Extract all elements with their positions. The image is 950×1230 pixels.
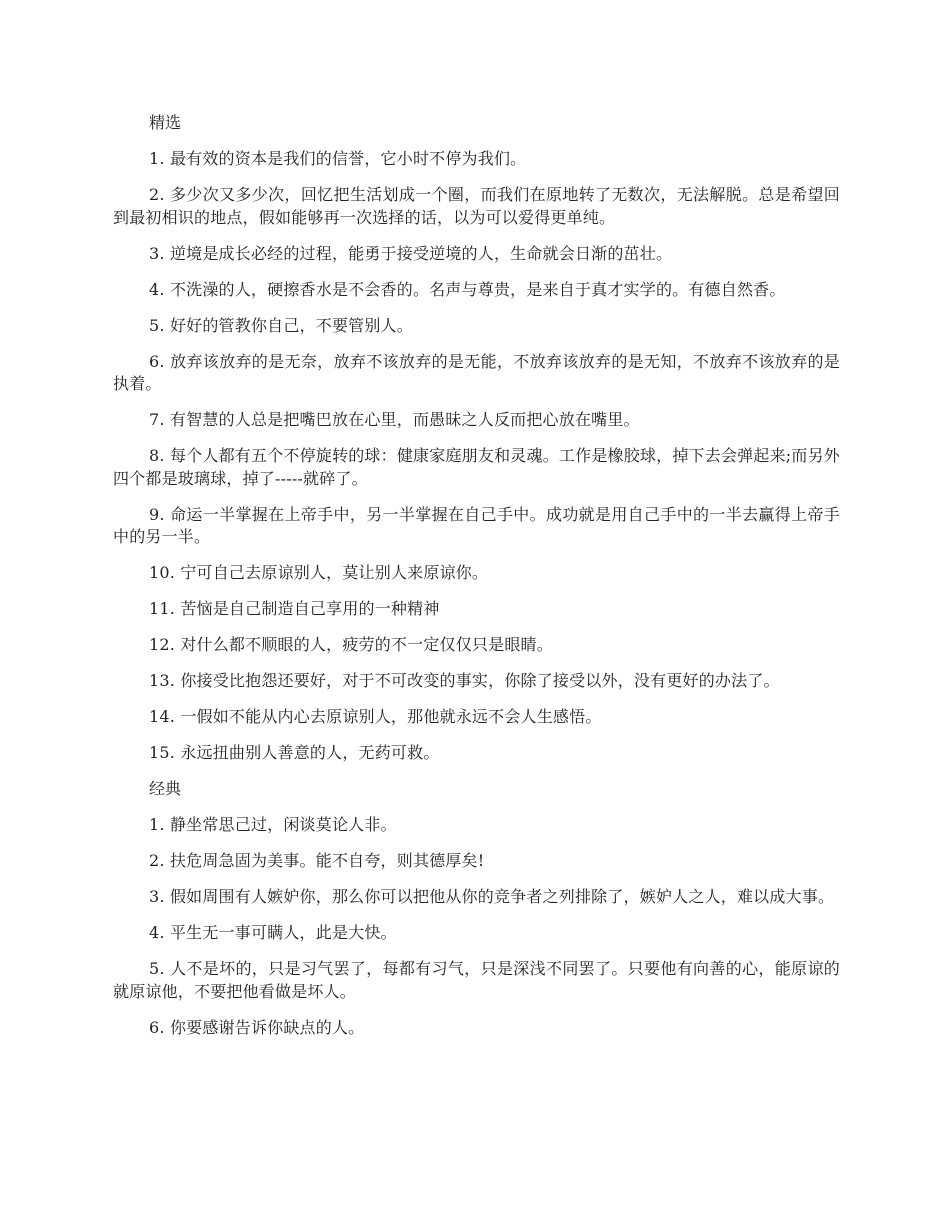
section-heading-jingdian: 经典	[149, 779, 182, 798]
quote-item: 6. 你要感谢告诉你缺点的人。	[149, 1017, 365, 1037]
quote-item: 1. 最有效的资本是我们的信誉，它小时不停为我们。	[149, 149, 527, 168]
quote-item: 15. 永远扭曲别人善意的人，无药可救。	[149, 743, 440, 762]
quote-item: 12. 对什么都不顺眼的人，疲劳的不一定仅仅只是眼睛。	[149, 635, 553, 654]
quote-item: 3. 假如周围有人嫉妒你，那么你可以把他从你的竞争者之列排除了，嫉妒人之人，难以成大事。	[149, 887, 835, 906]
document-body	[113, 112, 840, 1053]
quote-item: 9. 命运一半掌握在上帝手中，另一半掌握在自己手中。成功就是用自己手中的一半去赢得上帝手中的另一半。	[113, 504, 840, 546]
quote-item: 1. 静坐常思己过，闲谈莫论人非。	[149, 815, 397, 834]
quote-item: 8. 每个人都有五个不停旋转的球：健康家庭朋友和灵魂。工作是橡胶球，掉下去会弹起来;而另外四个都是玻璃球，掉了-----就碎了。	[113, 446, 840, 488]
quote-item: 3. 逆境是成长必经的过程，能勇于接受逆境的人，生命就会日渐的茁壮。	[149, 243, 673, 263]
quote-item: 6. 放弃该放弃的是无奈，放弃不该放弃的是无能，不放弃该放弃的是无知，不放弃不该放弃的是执着。	[113, 351, 840, 393]
quote-item: 13. 你接受比抱怨还要好，对于不可改变的事实，你除了接受以外，没有更好的办法了。	[149, 671, 780, 690]
quote-item: 2. 扶危周急固为美事。能不自夸，则其德厚矣!	[149, 851, 485, 870]
section-heading-jingxuan: 精选	[149, 113, 182, 132]
quote-item: 10. 宁可自己去原谅别人，莫让别人来原谅你。	[149, 563, 489, 582]
quote-item: 4. 平生无一事可瞒人，此是大快。	[149, 923, 397, 942]
quote-item: 2. 多少次又多少次，回忆把生活划成一个圈，而我们在原地转了无数次，无法解脱。总是希望回到最初相识的地点，假如能够再一次选择的话，以为可以爱得更单纯。	[113, 185, 840, 227]
quote-item: 7. 有智慧的人总是把嘴巴放在心里，而愚昧之人反而把心放在嘴里。	[149, 410, 640, 429]
quote-item: 5. 好好的管教你自己，不要管别人。	[149, 315, 413, 335]
quote-item: 14. 一假如不能从内心去原谅别人，那他就永远不会人生感悟。	[149, 707, 602, 726]
quote-item: 4. 不洗澡的人，硬擦香水是不会香的。名声与尊贵，是来自于真才实学的。有德自然香。	[149, 279, 786, 299]
quote-item: 5. 人不是坏的，只是习气罢了，每都有习气，只是深浅不同罢了。只要他有向善的心，能原谅的就原谅他，不要把他看做是坏人。	[113, 959, 840, 1001]
quote-item: 11. 苦恼是自己制造自己享用的一种精神	[149, 599, 440, 618]
